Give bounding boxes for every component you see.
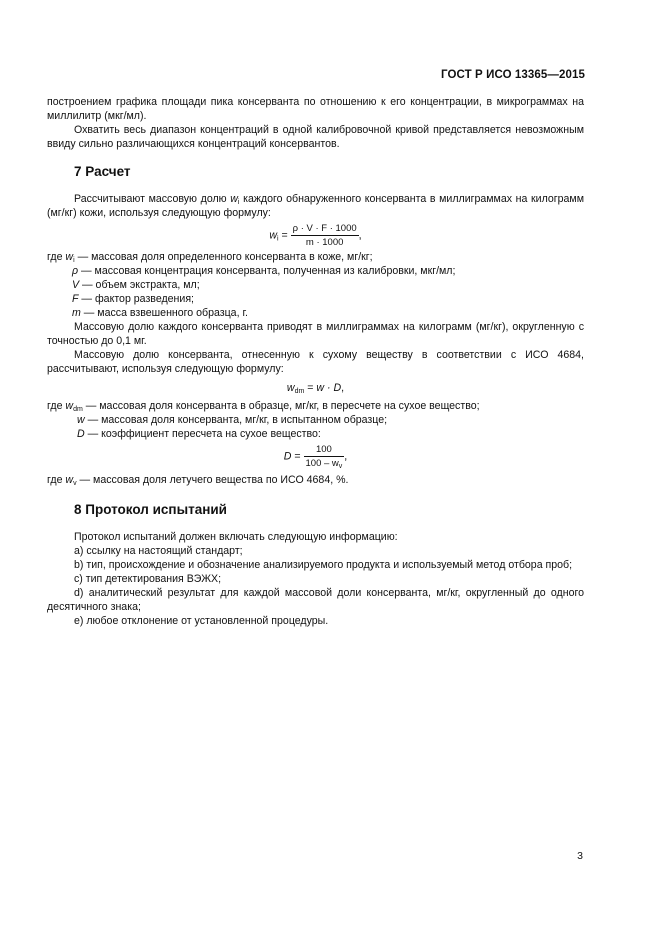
definition-item: где $w_v$ — массовая доля летучего вещества по ИСО 4684, %.	[47, 474, 349, 487]
definition-item: где $w_{dm}$ — массовая доля консерванта в образце, мг/кг, в пересчете на сухое вещество;	[47, 400, 480, 413]
intro-paragraph-1: построением графика площади пика консерванта по отношению к его концентрации, в микрограммах на миллилитр (мкг/мл).	[47, 96, 584, 122]
section-7-heading: 7 Расчет	[74, 164, 131, 179]
intro-paragraph-2: Охватить весь диапазон концентраций в одной калибровочной кривой представляется невозможным ввиду сильно различающихся концентраций консервантов.	[47, 124, 584, 150]
list-item: d) аналитический результат для каждой массовой доли консерванта, мг/кг, округленный до одного десятичного знака;	[47, 587, 584, 613]
list-item: b) тип, происхождение и обозначение анализируемого продукта и используемый метод отбора проб;	[74, 559, 573, 571]
section-8-paragraph-1: Протокол испытаний должен включать следующую информацию:	[74, 531, 398, 543]
definition-item: V — объем экстракта, мл;	[72, 279, 200, 291]
list-item: e) любое отклонение от установленной процедуры.	[74, 615, 329, 627]
section-7-paragraph-1: Рассчитывают массовую долю $w_i$ каждого обнаруженного консерванта в миллиграммах на килограмм (мг/кг) кожи, используя следующую формулу:	[47, 193, 584, 219]
definitions-1	[47, 250, 584, 320]
list-item: a) ссылку на настоящий стандарт;	[74, 545, 243, 557]
standard-number: ГОСТ Р ИСО 13365—2015	[440, 69, 585, 81]
page-content	[47, 95, 584, 628]
definition-item: w — массовая доля консерванта, мг/кг, в испытанном образце;	[77, 414, 388, 426]
formula-conversion-factor: D = $\frac{100}{100 - w_v}$ ,	[283, 444, 348, 470]
definition-item: D — коэффициент пересчета на сухое вещество:	[77, 428, 321, 440]
definition-item: ρ — массовая концентрация консерванта, полученная из калибровки, мкг/мл;	[72, 265, 456, 277]
section-7-paragraph-2: Массовую долю каждого консерванта приводят в миллиграммах на килограмм (мг/кг), округленную с точностью до 0,1 мг.	[47, 321, 584, 347]
formula-1-fraction: $\frac{\rho \cdot V \cdot F \cdot 1000}{m \cdot 1000}$	[292, 223, 357, 248]
definition-item: F — фактор разведения;	[72, 293, 194, 305]
section-8-heading: 8 Протокол испытаний	[74, 502, 227, 517]
list-item: c) тип детектирования ВЭЖХ;	[74, 573, 222, 585]
definitions-3	[47, 473, 584, 487]
definitions-2	[47, 399, 584, 441]
formula-3-fraction: $\frac{100}{100 - w_v}$	[305, 444, 343, 470]
formula-dry-mass-fraction: $w_{dm} = w \cdot D$,	[286, 382, 345, 395]
definition-item: m — масса взвешенного образца, г.	[72, 307, 248, 319]
formula-mass-fraction: $w_i$ = $\frac{\rho \cdot V \cdot F \cdot 1000}{m \cdot 1000}$ ,	[269, 223, 362, 248]
definition-item: где $w_i$ — массовая доля определенного консерванта в коже, мг/кг;	[47, 251, 373, 264]
section-7-paragraph-3: Массовую долю консерванта, отнесенную к сухому веществу в соответствии с ИСО 4684, рассчитывают, используя следующую формулу:	[47, 349, 584, 375]
page-number: 3	[577, 850, 583, 862]
